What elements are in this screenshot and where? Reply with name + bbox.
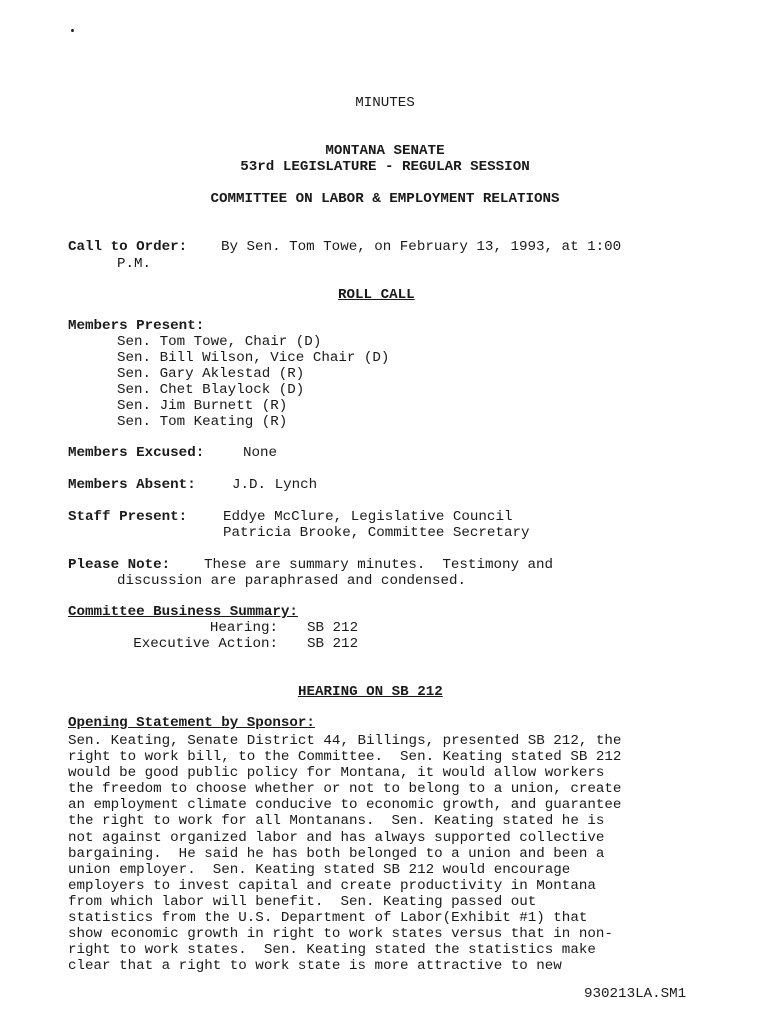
staff-item: Eddye McClure, Legislative Council bbox=[223, 509, 513, 525]
call-to-order-text: By Sen. Tom Towe, on February 13, 1993, at 1:00 bbox=[221, 239, 622, 255]
opening-statement-paragraph bbox=[68, 733, 708, 974]
member-item: Sen. Tom Keating (R) bbox=[117, 414, 288, 430]
please-note-text: These are summary minutes. Testimony and bbox=[204, 557, 554, 573]
paragraph-line: Sen. Keating, Senate District 44, Billings, presented SB 212, the bbox=[68, 733, 622, 749]
paragraph-line: the right to work for all Montanans. Sen. Keating stated he is bbox=[68, 813, 605, 830]
paragraph-line: statistics from the U.S. Department of Labor(Exhibit #1) that bbox=[68, 910, 588, 927]
staff-present-label: Staff Present: bbox=[68, 509, 188, 525]
call-to-order-text-cont: P.M. bbox=[117, 256, 152, 272]
scan-speck bbox=[71, 29, 74, 32]
document-id: 930213LA.SM1 bbox=[584, 986, 687, 1002]
minutes-title: MINUTES bbox=[355, 95, 415, 111]
paragraph-line: would be good public policy for Montana, it would allow workers bbox=[68, 765, 605, 782]
member-item: Sen. Tom Towe, Chair (D) bbox=[117, 334, 322, 350]
summary-row-value: SB 212 bbox=[307, 636, 359, 652]
staff-item: Patricia Brooke, Committee Secretary bbox=[223, 525, 530, 541]
members-absent-value: J.D. Lynch bbox=[232, 477, 318, 493]
summary-row-value: SB 212 bbox=[307, 620, 359, 636]
paragraph-line: not against organized labor and has always supported collective bbox=[68, 829, 605, 846]
paragraph-line: union employer. Sen. Keating stated SB 212 would encourage bbox=[68, 861, 571, 878]
summary-row-label: Executive Action: bbox=[133, 636, 278, 652]
hearing-heading: HEARING ON SB 212 bbox=[298, 684, 443, 700]
paragraph-line: an employment climate conducive to economic growth, and guarantee bbox=[68, 797, 622, 814]
member-item: Sen. Jim Burnett (R) bbox=[117, 398, 288, 414]
business-summary-label: Committee Business Summary: bbox=[68, 604, 298, 620]
call-to-order-label: Call to Order: bbox=[68, 239, 188, 255]
paragraph-line: employers to invest capital and create productivity in Montana bbox=[68, 877, 596, 894]
session-title: 53rd LEGISLATURE - REGULAR SESSION bbox=[240, 159, 530, 175]
please-note-label: Please Note: bbox=[68, 557, 171, 573]
paragraph-line: right to work states. Sen. Keating stated the statistics make bbox=[68, 942, 596, 959]
members-excused-label: Members Excused: bbox=[68, 445, 205, 461]
paragraph-line: show economic growth in right to work states versus that in non- bbox=[68, 926, 613, 943]
paragraph-line: clear that a right to work state is more attractive to new bbox=[68, 958, 562, 975]
please-note-text-cont: discussion are paraphrased and condensed. bbox=[117, 573, 467, 589]
member-item: Sen. Bill Wilson, Vice Chair (D) bbox=[117, 350, 390, 366]
paragraph-line: from which labor will benefit. Sen. Keating passed out bbox=[68, 893, 537, 910]
member-item: Sen. Chet Blaylock (D) bbox=[117, 382, 305, 398]
committee-title: COMMITTEE ON LABOR & EMPLOYMENT RELATIONS bbox=[210, 191, 560, 207]
members-absent-label: Members Absent: bbox=[68, 477, 196, 493]
opening-statement-label: Opening Statement by Sponsor: bbox=[68, 715, 315, 731]
paragraph-line: bargaining. He said he has both belonged to a union and been a bbox=[68, 845, 605, 862]
members-present-label: Members Present: bbox=[68, 318, 205, 334]
roll-call-heading: ROLL CALL bbox=[338, 287, 415, 303]
senate-title: MONTANA SENATE bbox=[325, 143, 445, 159]
summary-row-label: Hearing: bbox=[209, 620, 278, 636]
members-excused-value: None bbox=[243, 445, 278, 461]
paragraph-line: the freedom to choose whether or not to belong to a union, create bbox=[68, 781, 622, 798]
member-item: Sen. Gary Aklestad (R) bbox=[117, 366, 305, 382]
paragraph-line: right to work bill, to the Committee. Sen. Keating stated SB 212 bbox=[68, 749, 622, 766]
